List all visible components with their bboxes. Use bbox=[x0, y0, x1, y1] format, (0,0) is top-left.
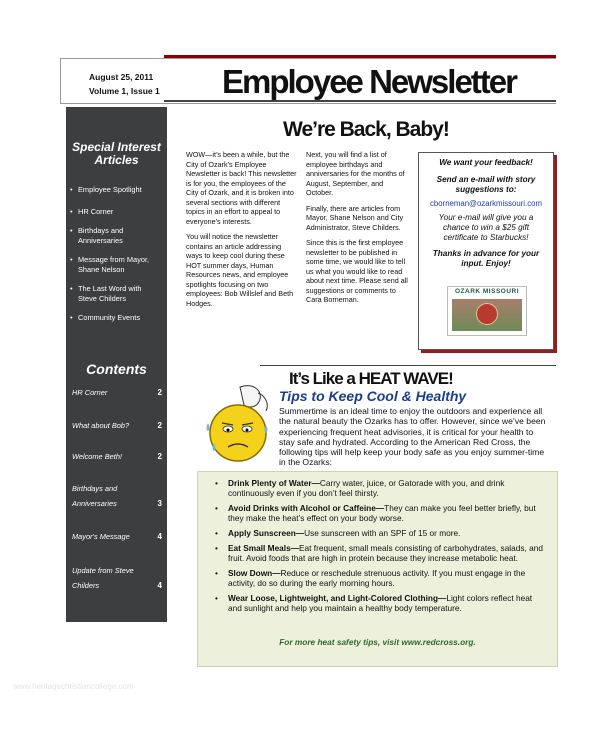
tip-text: Use sunscreen with an SPF of 15 or more. bbox=[304, 528, 461, 538]
tip-lead: Slow Down— bbox=[228, 567, 281, 578]
tip-text: Carry water, juice, or Gatorade with you, and drink continuously even if you don’t feel thirsty. bbox=[228, 478, 505, 499]
tip-text: Light colors reflect heat and sunlight and help you maintain a healthy body temperature. bbox=[228, 592, 533, 613]
watermark: www.heritagechristiancollege.com bbox=[13, 682, 134, 691]
article-paragraph: Since this is the first employee newsletter to be published in some time, we would like to tell us what you would like to read about next time. Please send all suggestions or comments to Cara Borneman. bbox=[306, 238, 408, 304]
toc-label: Welcome Beth! bbox=[72, 452, 122, 461]
tip-text: They can make you feel better briefly, but they make the heat’s effect on your body worse. bbox=[228, 503, 536, 524]
logo-seal-icon bbox=[476, 303, 498, 325]
toc-page: 2 bbox=[157, 421, 162, 430]
header-underline bbox=[164, 100, 556, 102]
feedback-thanks: Thanks in advance for your input. Enjoy! bbox=[432, 249, 540, 268]
toc-entry[interactable] bbox=[72, 449, 164, 464]
special-item[interactable]: • Message from Mayor, Shane Nelson bbox=[70, 255, 165, 274]
tip-text: Reduce or reschedule strenuous activity. If you must engage in the activity, do so during the early morning hours. bbox=[228, 567, 526, 588]
toc-entry[interactable] bbox=[72, 385, 164, 400]
feedback-content bbox=[419, 153, 553, 269]
feedback-email-link[interactable]: cborneman@ozarkmissouri.com bbox=[430, 199, 542, 208]
special-interest-heading bbox=[66, 141, 167, 167]
toc-label: What about Bob? bbox=[72, 421, 130, 430]
sidebar bbox=[66, 107, 167, 622]
feedback-box bbox=[418, 152, 554, 350]
tip-item bbox=[212, 503, 548, 523]
feedback-prompt: Send an e-mail with story suggestions to: bbox=[436, 175, 536, 194]
article-headline: We’re Back, Baby! bbox=[283, 118, 449, 141]
toc-page: 4 bbox=[157, 581, 162, 590]
tip-item bbox=[212, 568, 548, 588]
toc-entry[interactable] bbox=[72, 481, 164, 511]
contents-heading: Contents bbox=[86, 361, 147, 377]
special-item[interactable]: • Community Events bbox=[70, 313, 165, 323]
toc-label-line2: Anniversaries bbox=[72, 499, 117, 508]
article-column-2 bbox=[306, 150, 411, 311]
tip-text: Eat frequent, small meals consisting of carbohydrates, salads, and fruit. Avoid foods that are high in protein because they increase metabolic heat. bbox=[228, 542, 543, 563]
masthead bbox=[170, 58, 556, 104]
toc-page: 3 bbox=[157, 499, 162, 508]
special-item[interactable]: • The Last Word with Steve Childers bbox=[70, 284, 165, 303]
toc-label: Mayor's Message bbox=[72, 532, 130, 541]
heat-intro-paragraph: Summertime is an ideal time to enjoy the outdoors and experience all the natural beauty the Ozarks has to offer. However, since we’ve been experiencing frequent heat advisories, it is critical for your health to stay safe and hydrated. According to the American Red Cross, the following tips will help keep your body safe as you enjoy summer-time in the Ozarks: bbox=[279, 406, 546, 468]
special-item[interactable]: • Birthdays and Anniversaries bbox=[70, 226, 165, 245]
article-column-1 bbox=[186, 150, 298, 314]
toc-page: 4 bbox=[157, 532, 162, 541]
special-interest-heading-line1: Special Interest bbox=[72, 140, 161, 154]
toc-label-line2: Childers bbox=[72, 581, 100, 590]
toc-label: HR Corner bbox=[72, 388, 108, 397]
toc-entry[interactable] bbox=[72, 418, 164, 433]
tip-lead: Eat Small Meals— bbox=[228, 542, 300, 553]
toc-entry[interactable] bbox=[72, 563, 164, 593]
toc-label-line1: Birthdays and bbox=[72, 484, 118, 493]
feedback-heading: We want your feedback! bbox=[439, 158, 533, 167]
red-cross-link[interactable]: For more heat safety tips, visit www.redcross.org. bbox=[279, 637, 476, 647]
special-interest-heading-line2: Articles bbox=[94, 153, 139, 167]
tip-lead: Drink Plenty of Water— bbox=[228, 478, 320, 488]
tip-lead: Wear Loose, Lightweight, and Light-Colored Clothing— bbox=[228, 592, 447, 603]
special-item[interactable]: • HR Corner bbox=[70, 207, 165, 217]
issue-volume: Volume 1, Issue 1 bbox=[89, 86, 160, 96]
heat-wave-title: It’s Like a HEAT WAVE! bbox=[289, 369, 453, 388]
section-divider bbox=[260, 365, 556, 366]
logo-text: OZARK MISSOURI bbox=[454, 288, 520, 295]
toc-label-line1: Update from Steve bbox=[72, 566, 134, 575]
tip-item bbox=[212, 478, 548, 498]
tip-item bbox=[212, 543, 548, 563]
article-paragraph: Finally, there are articles from Mayor, Shane Nelson and City Administrator, Steve Childers. bbox=[306, 203, 404, 232]
sweating-face-icon bbox=[200, 383, 280, 473]
tips-subtitle: Tips to Keep Cool & Healthy bbox=[279, 388, 467, 404]
tip-lead: Apply Sunscreen— bbox=[228, 528, 305, 538]
newsletter-title: Employee Newsletter bbox=[222, 63, 516, 100]
article-paragraph: WOW—it’s been a while, but the City of Ozark’s Employee Newsletter is back! This newsletter is for you, the employees of the City of Ozark, and it is broken into several sections with different topics in an effort to appeal to everyone’s interests. bbox=[186, 150, 297, 226]
toc-page: 2 bbox=[157, 452, 162, 461]
tips-list bbox=[212, 478, 548, 618]
article-paragraph: Next, you will find a list of employee birthdays and anniversaries for the months of August, September, and October. bbox=[306, 150, 405, 197]
tip-item bbox=[212, 528, 548, 538]
special-item[interactable]: • Employee Spotlight bbox=[70, 185, 165, 195]
special-interest-list bbox=[70, 185, 165, 323]
issue-info-box bbox=[60, 58, 171, 104]
tip-item bbox=[212, 593, 548, 613]
feedback-prize-text: Your e-mail will give you a chance to win a $25 gift certificate to Starbucks! bbox=[438, 213, 534, 242]
issue-date: August 25, 2011 bbox=[89, 72, 154, 82]
toc-entry[interactable] bbox=[72, 529, 164, 544]
tips-box bbox=[197, 471, 558, 667]
tip-lead: Avoid Drinks with Alcohol or Caffeine— bbox=[228, 503, 385, 513]
toc-page: 2 bbox=[157, 388, 162, 397]
ozark-logo bbox=[447, 286, 527, 336]
article-paragraph: You will notice the newsletter contains an article addressing ways to keep cool during these HOT summer days, Human Resources news, and employee spotlights focusing on two employees: Bob Willslef and Beth Hodges. bbox=[186, 232, 294, 308]
